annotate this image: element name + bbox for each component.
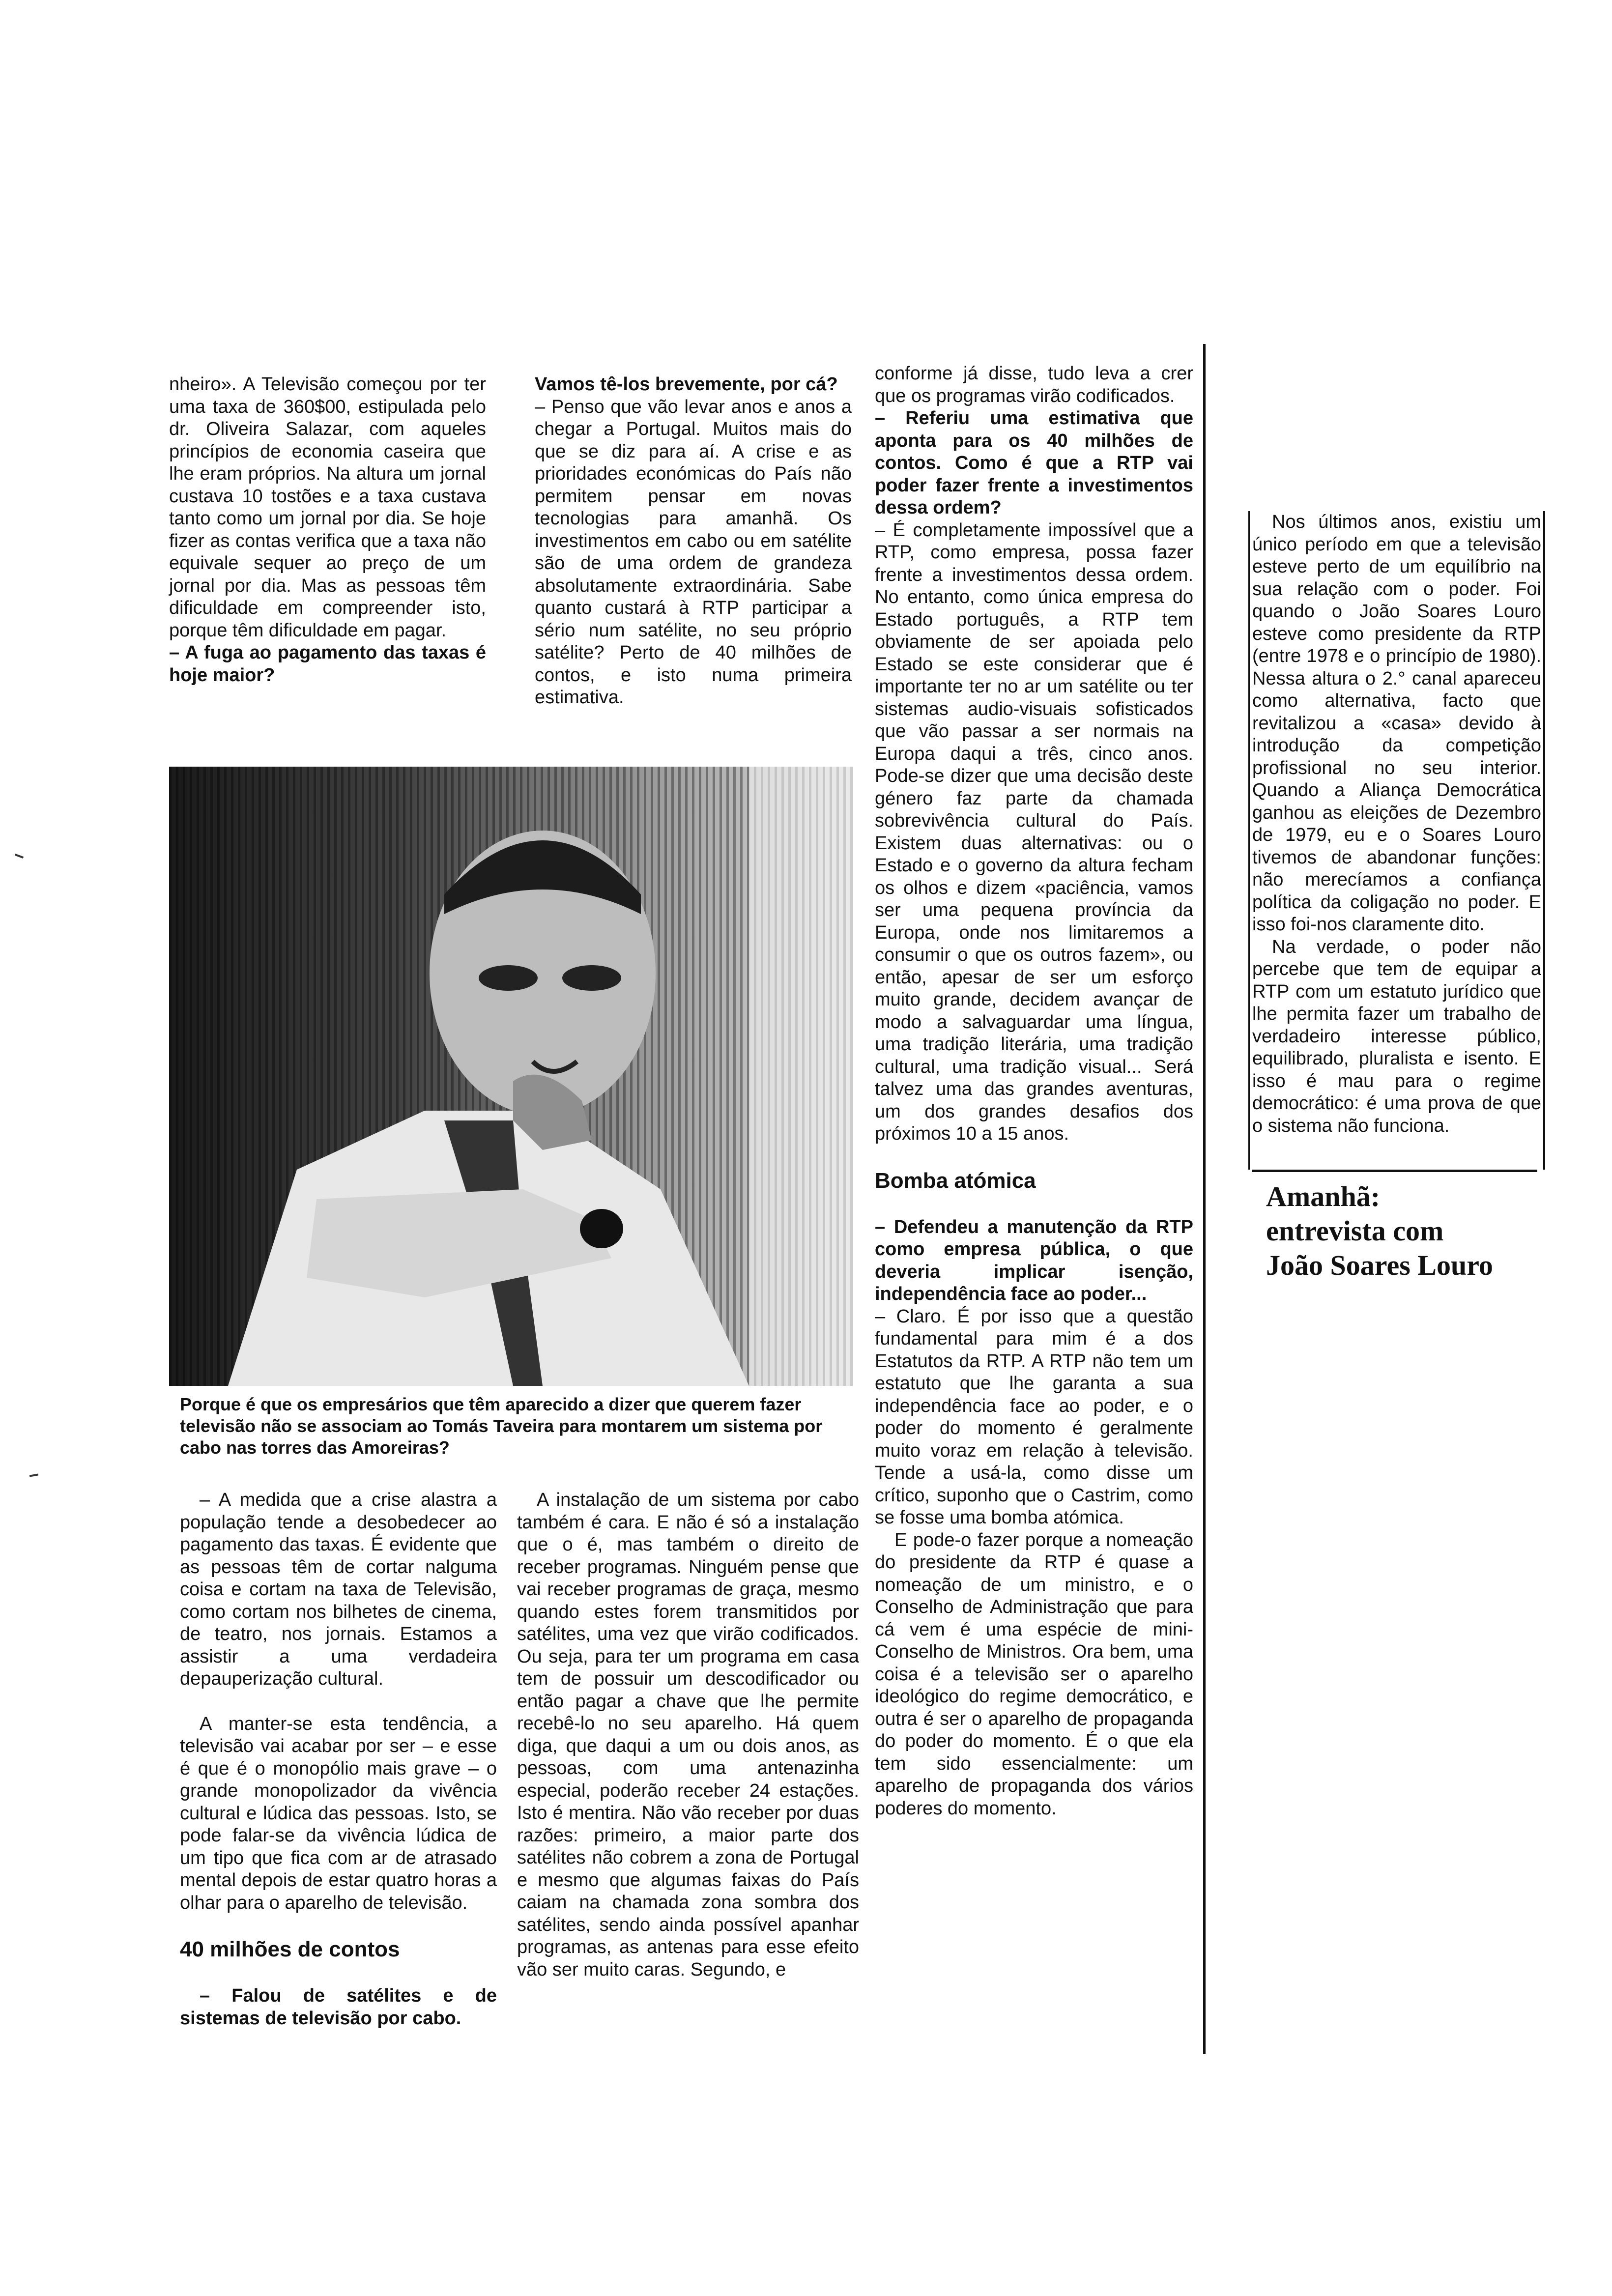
paragraph: Nos últimos anos, existiu um único período em que a televisão esteve perto de um equilíbrio na sua relação com o poder. Foi quando o João Soares Louro esteve como presidente da RTP (entre 1978 e o princípio de 1980). Nessa altura o 2.° canal apareceu como alternativa, facto que revitalizou a «casa» devido à introdução da competição profissional no seu interior. Quando a Aliança Democrática ganhou as eleições de Dezembro de 1979, eu e o Soares Louro tivemos de abandonar funções: não merecíamos a confiança política da coligação no poder. E isso foi-nos claramente dito. [1252, 512, 1541, 935]
paragraph: nheiro». A Televisão começou por ter uma taxa de 360$00, estipulada pelo dr. Oliveira Salazar, com aqueles princípios de economia caseira que lhe eram próprios. Na altura um jornal custava 10 tostões e a taxa custava tanto como um jornal por dia. Se hoje fizer as contas verifica que a taxa não equivale sequer ao preço de um jornal por dia. Mas as pessoas têm dificuldade em compreender isto, porque têm dificuldade em pagar. [169, 374, 486, 641]
margin-mark [29, 1473, 38, 1477]
column-3 [875, 363, 1193, 1820]
announce-line: entrevista com [1266, 1215, 1444, 1247]
column-1-bottom [180, 1489, 497, 2030]
section-subhead: Bomba atómica [875, 1168, 1036, 1193]
paragraph: Na verdade, o poder não percebe que tem de equipar a RTP com um estatuto jurídico que lhe permita fazer um trabalho de verdadeiro interesse público, equilibrado, pluralista e isento. E isso é mau para o regime democrático: é uma prova de que o sistema não funciona. [1252, 936, 1541, 1136]
column-rule [1543, 511, 1545, 1170]
portrait-photo-icon [169, 767, 853, 1386]
column-2-top [535, 373, 852, 709]
spacer [875, 1146, 1193, 1168]
spacer [875, 1194, 1193, 1216]
question: – Falou de satélites e de sistemas de televisão por cabo. [180, 1985, 497, 2029]
spacer [180, 1962, 497, 1985]
paragraph: – Penso que vão levar anos e anos a chegar a Portugal. Muitos mais do que se diz para aí. A crise e as prioridades económicas do País não permitem pensar em novas tecnologias para amanhã. Os investimentos em cabo ou em satélite são de uma ordem de grandeza absolutamente extraordinária. Sabe quanto custará à RTP participar a sério num satélite, no seu próprio satélite? Perto de 40 milhões de contos, e isto numa primeira estimativa. [535, 396, 852, 708]
paragraph: A manter-se esta tendência, a televisão vai acabar por ser – e esse é que é o monopólio mais grave – o grande monopolizador da vivência cultural e lúdica das pessoas. Isto, se pode falar-se da vivência lúdica de um tipo que fica com ar de atrasado mental depois de estar quatro horas a olhar para o aparelho de televisão. [180, 1713, 497, 1913]
question: Vamos tê-los brevemente, por cá? [535, 374, 838, 395]
column-rule [1248, 511, 1250, 1170]
question: – Referiu uma estimativa que aponta para os 40 milhões de contos. Como é que a RTP vai poder fazer frente a investimentos dessa ordem? [875, 408, 1193, 518]
column-rule [1203, 344, 1206, 2054]
announce-line: Amanhã: [1266, 1180, 1381, 1212]
tomorrow-announcement [1266, 1179, 1541, 1283]
portrait-photo [169, 767, 853, 1386]
spacer [180, 1691, 497, 1713]
question: – A fuga ao pagamento das taxas é hoje maior? [169, 642, 486, 686]
paragraph: E pode-o fazer porque a nomeação do presidente da RTP é quase a nomeação de um ministro, e o Conselho de Administração que para cá vem é uma espécie de mini-Conselho de Ministros. Ora bem, uma coisa é a televisão ser o aparelho ideológico do regime democrático, e outra é ser o aparelho de propaganda do poder do momento. É o que ela tem sido essencialmente: um aparelho de propaganda dos vários poderes do momento. [875, 1529, 1193, 1819]
paragraph: conforme já disse, tudo leva a crer que os programas virão codificados. [875, 363, 1193, 406]
column-1-top [169, 373, 486, 687]
photo-caption: Porque é que os empresários que têm aparecido a dizer que querem fazer televisão não se associam ao Tomás Taveira para montarem um sistema por cabo nas torres das Amoreiras? [180, 1394, 823, 1458]
paragraph: – É completamente impossível que a RTP, como empresa, possa fazer frente a investimentos dessa ordem. No entanto, como única empresa do Estado português, a RTP tem obviamente de ser apoiada pelo Estado se este considerar que é importante ter no ar um satélite ou ter sistemas audio-visuais sofisticados que vão passar a ser normais na Europa daqui a três, cinco anos. Pode-se dizer que uma decisão deste género faz parte da chamada sobrevivência cultural do País. Existem duas alternativas: ou o Estado e o governo da altura fecham os olhos e dizem «paciência, vamos ser uma pequena província da Europa, onde nos limitaremos a consumir o que os outros fazem», ou então, apesar de ser um esforço muito grande, decidem avançar de modo a salvaguardar uma língua, uma tradição literária, uma tradição cultural, uma tradição visual... Será talvez uma das grandes aventuras, um dos grandes desafios dos próximos 10 a 15 anos. [875, 519, 1193, 1144]
announce-line: João Soares Louro [1266, 1249, 1493, 1281]
column-4 [1252, 511, 1541, 1137]
question: – Defendeu a manutenção da RTP como empresa pública, o que deveria implicar isenção, independência face ao poder... [875, 1216, 1193, 1304]
spacer [180, 1914, 497, 1937]
paragraph: – A medida que a crise alastra a população tende a desobedecer ao pagamento das taxas. É evidente que as pessoas têm de cortar nalguma coisa e cortam na taxa de Televisão, como cortam nos bilhetes de cinema, de teatro, nos jornais. Estamos a assistir a uma verdadeira depauperização cultural. [180, 1490, 497, 1689]
section-subhead: 40 milhões de contos [180, 1937, 400, 1961]
paragraph: – Claro. É por isso que a questão fundamental para mim é a dos Estatutos da RTP. A RTP não tem um estatuto que lhe garanta a sua independência face ao poder, e o poder do momento é geralmente muito voraz em relação à televisão. Tende a usá-la, como disse um crítico, suponho que o Castrim, como se fosse uma bomba atómica. [875, 1306, 1193, 1528]
paragraph: A instalação de um sistema por cabo também é cara. E não é só a instalação que o é, mas também o direito de receber programas. Ninguém pense que vai receber programas de graça, mesmo quando estes forem transmitidos por satélites, uma vez que virão codificados. Ou seja, para ter um programa em casa tem de possuir um descodificador ou então pagar a chave que lhe permite recebê-lo no seu aparelho. Há quem diga, que daqui a um ou dois anos, as pessoas, com uma antenazinha especial, poderão receber 24 estações. Isto é mentira. Não vão receber por duas razões: primeiro, a maior parte dos satélites não cobrem a zona de Portugal e mesmo que algumas faixas do País caiam na chamada zona sombra dos satélites, sendo ainda possível apanhar programas, as antenas para esse efeito vão ser muito caras. Segundo, e [517, 1490, 859, 1980]
divider [1252, 1170, 1537, 1172]
column-2-bottom [517, 1489, 859, 1981]
margin-mark [15, 854, 24, 859]
